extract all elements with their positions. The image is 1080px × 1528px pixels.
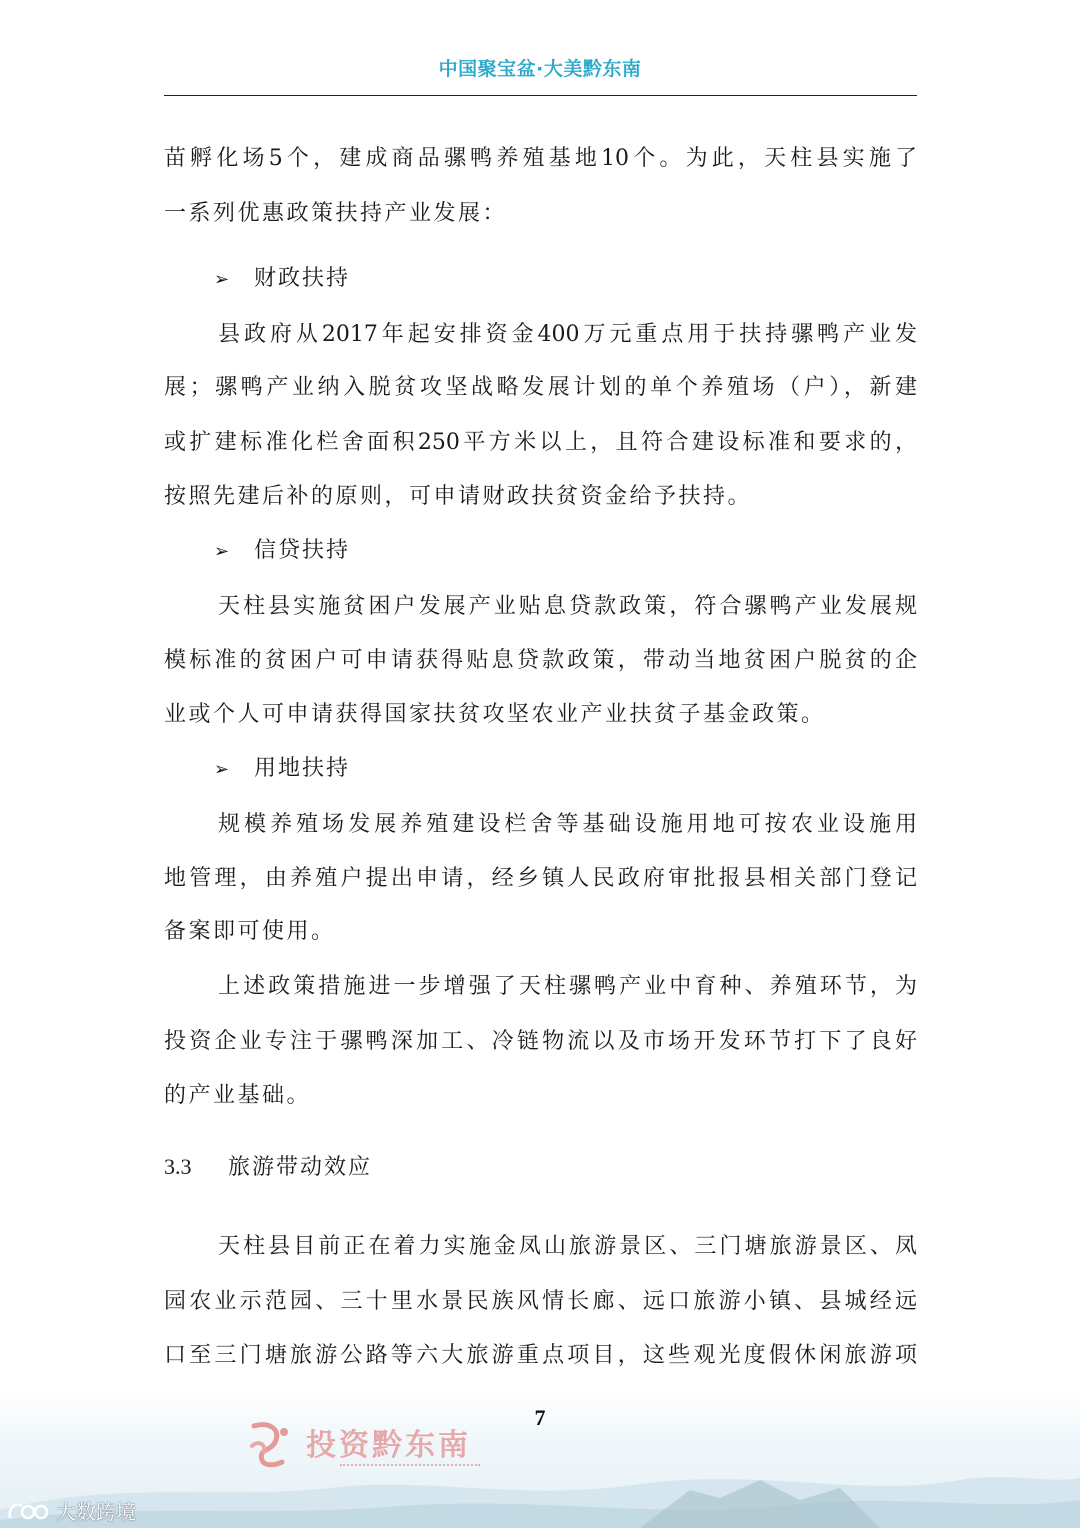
logo-icon — [244, 1418, 296, 1470]
text-line: 天柱县实施贫困户发展产业贴息贷款政策，符合骡鸭产业发展规 — [218, 594, 917, 619]
text-line: 备案即可使用。 — [164, 919, 336, 944]
text-line: 县政府从2017年起安排资金400万元重点用于扶持骡鸭产业发 — [218, 322, 917, 347]
header-divider — [164, 95, 917, 96]
landscape-illustration — [0, 1440, 1080, 1528]
section-heading — [164, 1152, 372, 1183]
subheading-label: 财政扶持 — [254, 266, 351, 291]
text-line: 按照先建后补的原则，可申请财政扶贫资金给予扶持。 — [164, 484, 753, 509]
text-line: 的产业基础。 — [164, 1083, 312, 1108]
text-line: 苗孵化场5个，建成商品骡鸭养殖基地10个。为此，天柱县实施了 — [164, 146, 917, 171]
text-line: 规模养殖场发展养殖建设栏舍等基础设施用地可按农业设施用 — [218, 812, 917, 837]
subheading-label: 用地扶持 — [254, 756, 351, 781]
logo-text: 投资黔东南 — [306, 1428, 471, 1463]
subheading-fiscal — [214, 264, 350, 295]
arrow-bullet-icon: ➢ — [214, 269, 230, 290]
subheading-label: 信贷扶持 — [254, 538, 351, 563]
page-number: 7 — [534, 1405, 546, 1430]
watermark — [6, 1496, 136, 1525]
section-number: 3.3 — [164, 1154, 192, 1179]
text-line: 投资企业专注于骡鸭深加工、冷链物流以及市场开发环节打下了良好 — [164, 1029, 917, 1054]
text-line: 上述政策措施进一步增强了天柱骡鸭产业中育种、养殖环节，为 — [218, 974, 917, 999]
subheading-credit — [214, 536, 350, 567]
text-line: 口至三门塘旅游公路等六大旅游重点项目，这些观光度假休闲旅游项 — [164, 1343, 917, 1368]
text-line: 或扩建标准化栏舍面积250平方米以上，且符合建设标准和要求的， — [164, 430, 917, 455]
subheading-land — [214, 754, 350, 785]
arrow-bullet-icon: ➢ — [214, 541, 230, 562]
text-line: 一系列优惠政策扶持产业发展： — [164, 201, 508, 226]
watermark-logo-icon — [6, 1498, 52, 1524]
logo-underline — [340, 1464, 480, 1470]
section-title: 旅游带动效应 — [228, 1155, 373, 1180]
text-line: 天柱县目前正在着力实施金凤山旅游景区、三门塘旅游景区、凤 — [218, 1234, 917, 1259]
text-line: 地管理，由养殖户提出申请，经乡镇人民政府审批报县相关部门登记 — [164, 866, 917, 891]
arrow-bullet-icon: ➢ — [214, 759, 230, 780]
text-line: 业或个人可申请获得国家扶贫攻坚农业产业扶贫子基金政策。 — [164, 702, 826, 727]
text-line: 模标准的贫困户可申请获得贴息贷款政策，带动当地贫困户脱贫的企 — [164, 648, 917, 673]
watermark-text: 大数跨境 — [56, 1500, 136, 1524]
text-line: 园农业示范园、三十里水景民族风情长廊、远口旅游小镇、县城经远 — [164, 1289, 917, 1314]
header-title: 中国聚宝盆·大美黔东南 — [438, 58, 642, 80]
text-line: 展；骡鸭产业纳入脱贫攻坚战略发展计划的单个养殖场（户），新建 — [164, 375, 917, 400]
